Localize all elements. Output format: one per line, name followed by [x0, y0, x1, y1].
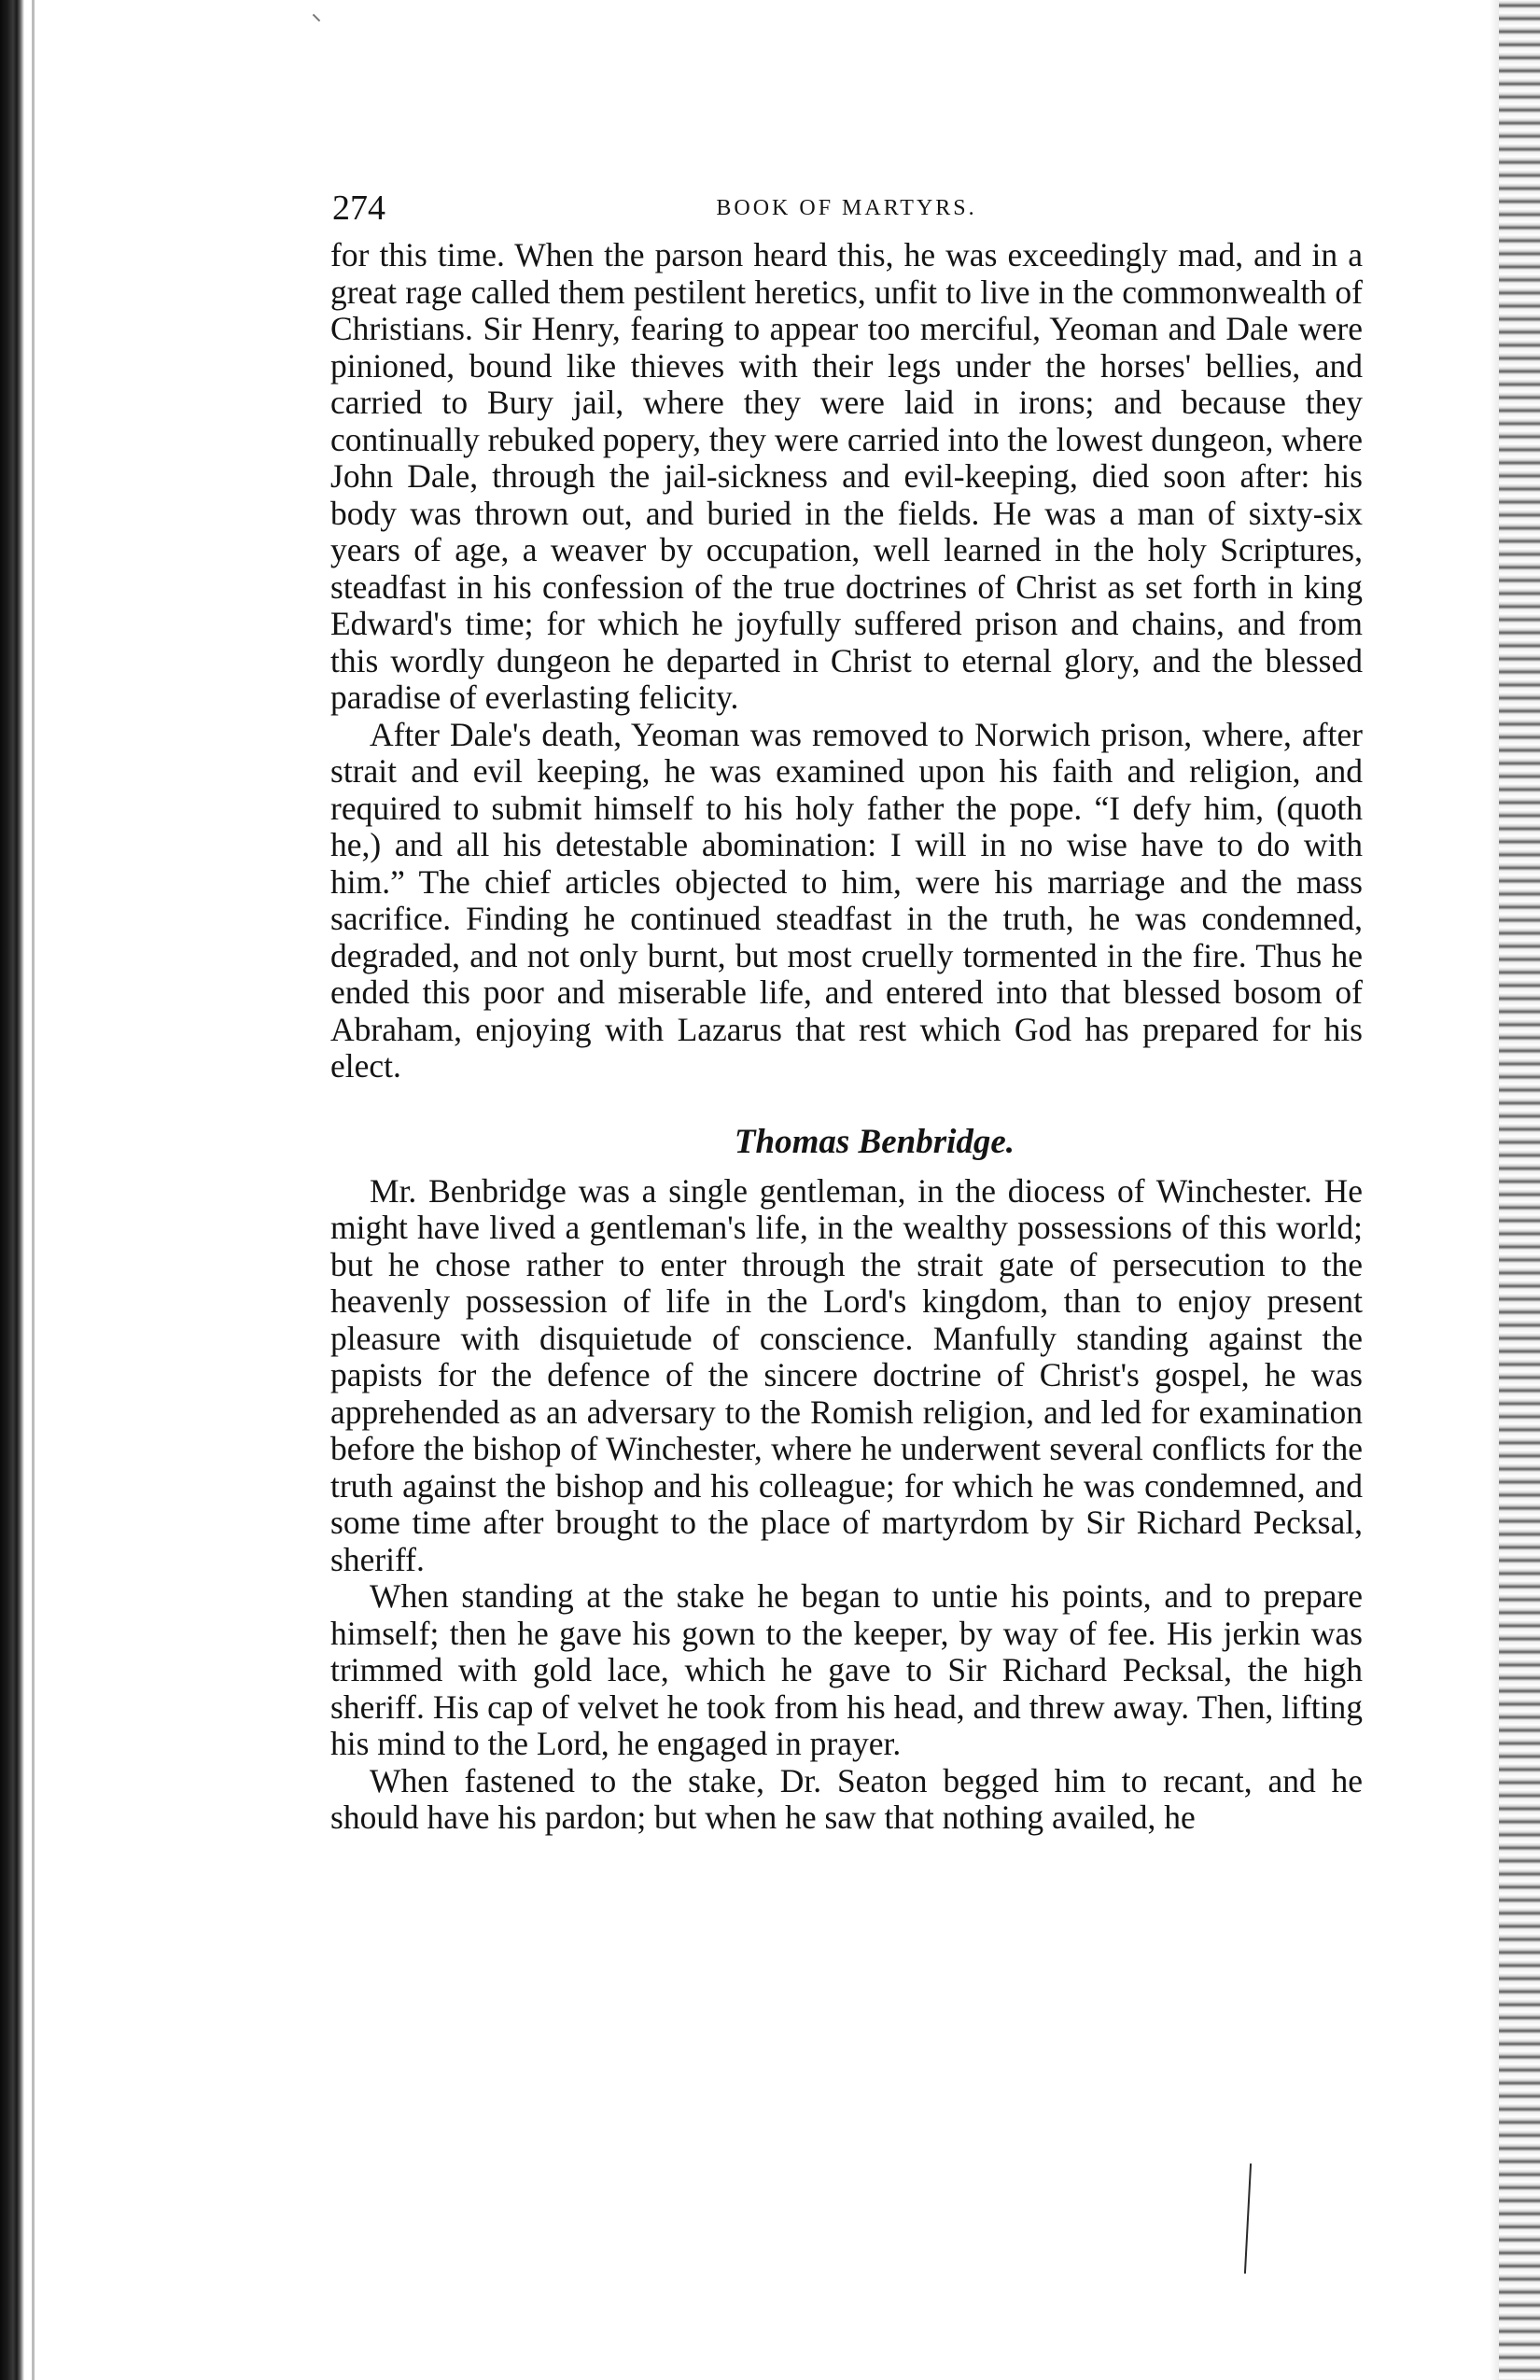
book-page: [330, 187, 1363, 1837]
paragraph-benbridge-fastened: When fastened to the stake, Dr. Seaton begged him to recant, and he should have his pardon; but when he saw that nothing availed, he: [330, 1761, 1363, 1836]
book-binding-edge-left: [0, 0, 24, 2380]
page-number: 274: [332, 189, 385, 228]
body-text: [330, 237, 1363, 1837]
margin-pencil-mark: [1244, 2163, 1252, 2274]
paragraph-yeoman-death: After Dale's death, Yeoman was removed to Norwich prison, where, after strait and evil keeping, he was examined upon his faith and religion, and required to submit himself to his holy father the pope. “I defy him, (quoth he,) and all his detestable abomination: I will in no wise have to do with him.” The chief articles objected to him, were his marriage and the mass sacrifice. Finding he continued steadfast in the truth, he was condemned, degraded, and not only burnt, but most cruelly tormented in the fire. Thus he ended this poor and miserable life, and entered into that blessed bosom of Abraham, enjoying with Lazarus that rest which God has prepared for his elect.: [330, 715, 1363, 1085]
section-heading: Thomas Benbridge.: [734, 1122, 1015, 1161]
page-stack-edge-right: [1499, 0, 1540, 2380]
page-edge-shadow: [1490, 0, 1499, 2380]
stray-mark: [313, 14, 320, 21]
running-title: BOOK OF MARTYRS.: [716, 196, 977, 220]
paragraph-benbridge-stake: When standing at the stake he began to untie his points, and to prepare himself; then he gave his gown to the keeper, by way of fee. His jerkin was trimmed with gold lace, which he gave to Sir Richard Pecksal, the high sheriff. His cap of velvet he took from his head, and threw away. Then, lifting his mind to the Lord, he engaged in prayer.: [330, 1577, 1363, 1762]
running-head: [330, 187, 1363, 235]
paragraph-benbridge-intro: Mr. Benbridge was a single gentleman, in the diocess of Winchester. He might have lived a gentleman's life, in the wealthy possessions of this world; but he chose rather to enter through the strait gate of persecution to the heavenly possession of life in the Lord's kingdom, than to enjoy present pleasure with disquietude of conscience. Manfully standing against the papists for the defence of the sincere doctrine of Christ's gospel, he was apprehended as an adversary to the Romish religion, and led for examination before the bishop of Winchester, where he underwent several conflicts for the truth against the bishop and his colleague; for which he was condemned, and some time after brought to the place of martyrdom by Sir Richard Pecksal, sheriff.: [330, 1171, 1363, 1578]
paragraph-continuation: for this time. When the parson heard this, he was exceedingly mad, and in a great rage called them pestilent heretics, unfit to live in the commonwealth of Christians. Sir Henry, fearing to appear too merciful, Yeoman and Dale were pinioned, bound like thieves with their legs under the horses' bellies, and carried to Bury jail, where they were laid in irons; and because they continually rebuked popery, they were carried into the lowest dungeon, where John Dale, through the jail-sickness and evil-keeping, died soon after: his body was thrown out, and buried in the fields. He was a man of sixty-six years of age, a weaver by occupation, well learned in the holy Scriptures, steadfast in his confession of the true doctrines of Christ as set forth in king Edward's time; for which he joyfully suffered prison and chains, and from this wordly dungeon he departed in Christ to eternal glory, and the blessed paradise of everlasting felicity.: [330, 236, 1363, 716]
gutter-shadow-line: [32, 0, 35, 2380]
